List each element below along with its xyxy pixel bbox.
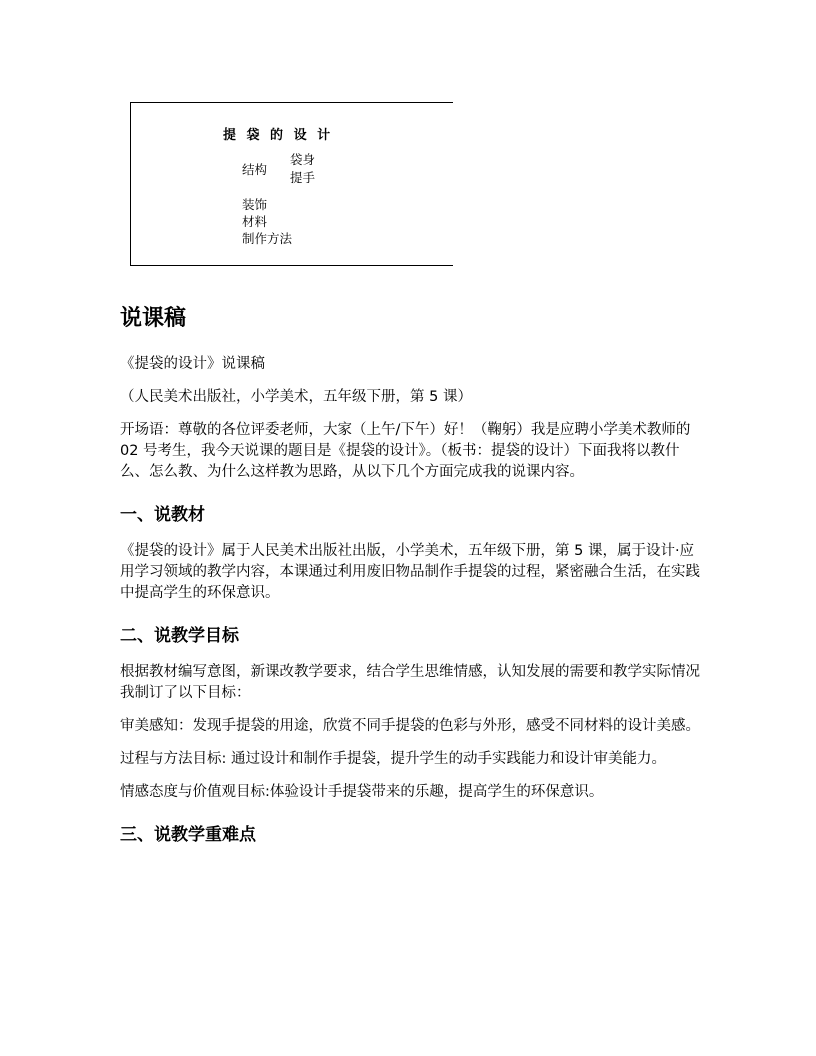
opening-paragraph: 开场语：尊敬的各位评委老师，大家（上午/下午）好！（鞠躬）我是应聘小学美术教师的 02 号考生，我今天说课的题目是《提袋的设计》。（板书：提袋的设计）下面我将以教什么、怎么教、为什么这样教为思路，从以下几个方面完成我的说课内容。 [120, 422, 691, 480]
blackboard-diagram [130, 102, 453, 266]
section-heading-key-points: 三、说教学重难点 [120, 825, 256, 845]
board-decoration-label: 装饰 [242, 197, 268, 212]
section-goals-intro: 根据教材编写意图，新课改教学要求，结合学生思维情感，认知发展的需要和教学实际情况我制订了以下目标： [120, 664, 700, 701]
section-textbook-body: 《提袋的设计》属于人民美术出版社出版，小学美术，五年级下册，第 5 课，属于设计·应用学习领域的教学内容，本课通过利用废旧物品制作手提袋的过程，紧密融合生活，在实践中提高学生的环保意识。 [120, 543, 700, 601]
document-source: （人民美术出版社，小学美术，五年级下册，第 5 课） [120, 389, 472, 405]
board-title: 提 袋 的 设 计 [223, 128, 334, 143]
goal-aesthetic: 审美感知：发现手提袋的用途，欣赏不同手提袋的色彩与外形，感受不同材料的设计美感。 [120, 718, 700, 734]
goal-emotion-values: 情感态度与价值观目标:体验设计手提袋带来的乐趣，提高学生的环保意识。 [120, 784, 604, 800]
board-material-label: 材料 [242, 214, 268, 229]
section-heading-goals: 二、说教学目标 [120, 626, 239, 646]
document-title: 说课稿 [120, 306, 187, 331]
goal-process-method: 过程与方法目标: 通过设计和制作手提袋，提升学生的动手实践能力和设计审美能力。 [120, 751, 666, 767]
document-subtitle: 《提袋的设计》说课稿 [120, 356, 265, 372]
board-structure-label: 结构 [242, 162, 268, 177]
board-method-label: 制作方法 [242, 231, 293, 246]
board-handle-label: 提手 [290, 170, 316, 185]
document-body [120, 304, 700, 861]
section-heading-textbook: 一、说教材 [120, 505, 205, 525]
board-bag-body-label: 袋身 [290, 152, 316, 167]
